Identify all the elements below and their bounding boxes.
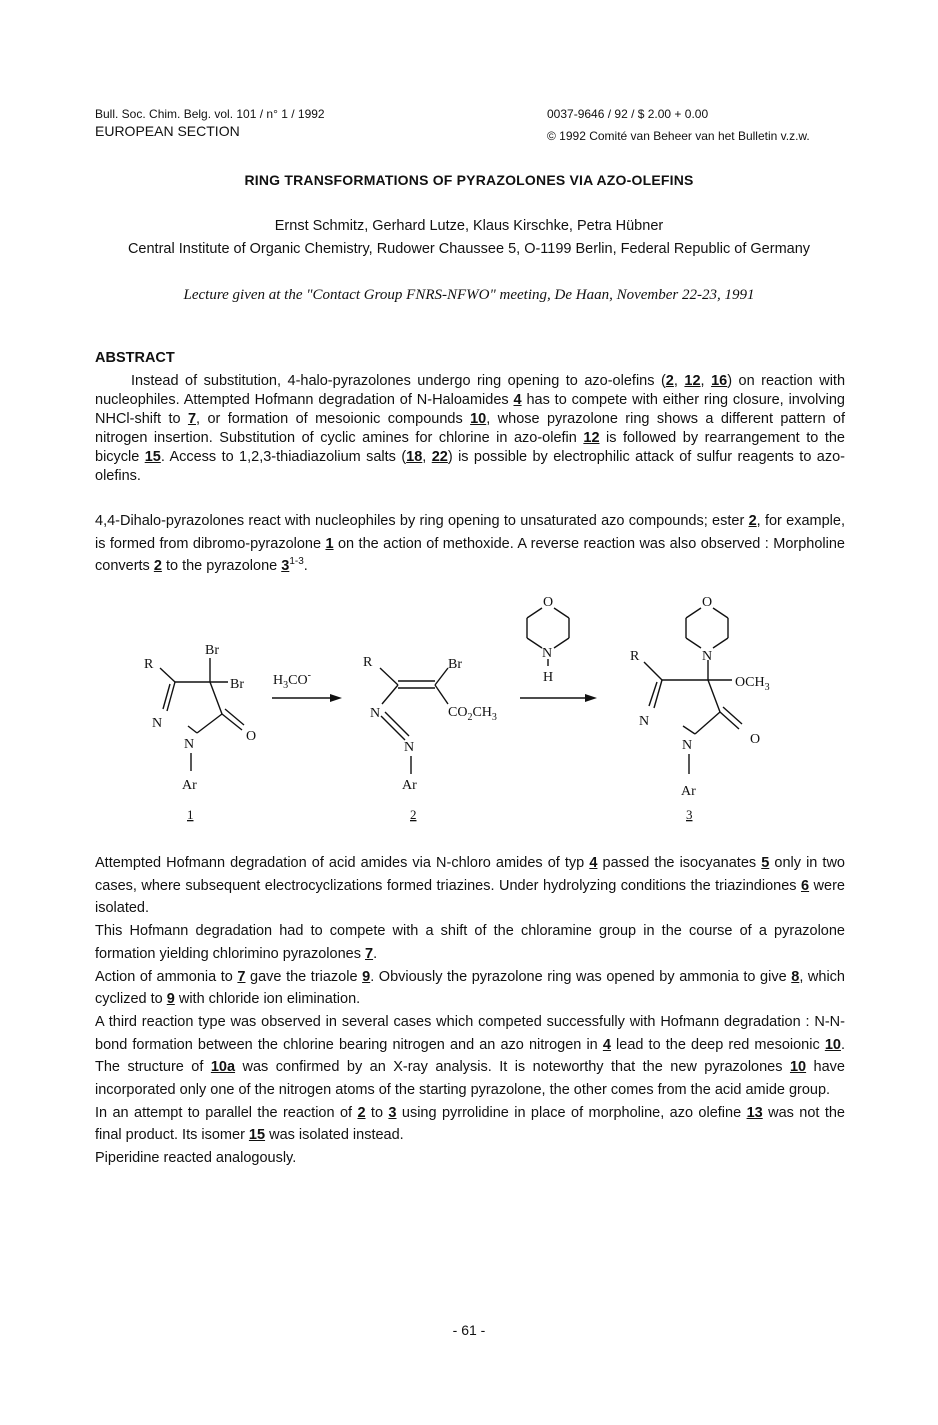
compound-ref: 15	[144, 449, 161, 465]
compound-ref: 7	[187, 411, 197, 427]
compound-ref: 9	[362, 968, 371, 985]
compound-number: 2	[410, 807, 417, 822]
text-run: were isolated.	[95, 877, 845, 917]
atom-label: O	[750, 732, 761, 747]
atom-label: N	[370, 706, 381, 721]
text-run: was isolated instead.	[265, 1127, 404, 1144]
atom-label: H	[543, 670, 554, 685]
compound-ref: 13	[746, 1104, 763, 1121]
compound-ref: 6	[801, 877, 810, 894]
atom-label: N	[702, 649, 713, 664]
compound-ref: 4	[589, 855, 598, 871]
paragraph	[95, 966, 845, 1011]
text-run: on the action of methoxide. A reverse reaction was also observed : Morpholine converts	[95, 535, 845, 574]
paragraph	[95, 1147, 845, 1170]
compound-ref: 2	[153, 558, 162, 574]
affiliation: Central Institute of Organic Chemistry, Rudower Chaussee 5, O-1199 Berlin, Federal Republic of Germany	[127, 241, 811, 257]
text-run: is followed by rearrangement to the bicycle	[95, 430, 845, 465]
reaction-scheme	[130, 588, 810, 833]
compound-ref: 10	[470, 411, 487, 427]
text-run: has to compete with either ring closure, involving NHCl-shift to	[95, 392, 845, 427]
abstract-heading: ABSTRACT	[95, 350, 175, 366]
atom-label: N	[152, 716, 163, 731]
compound-number: 1	[187, 807, 194, 822]
paragraph	[95, 1011, 845, 1102]
atom-label: N	[184, 737, 195, 752]
atom-label: O	[543, 595, 554, 610]
text-run: .	[373, 945, 378, 962]
discussion-section	[95, 852, 845, 1170]
text-run: 4,4-Dihalo-pyrazolones react with nucleophiles by ring opening to unsaturated azo compounds; ester	[95, 513, 749, 529]
text-run: ) on reaction with nucleophiles. Attempted Hofmann degradation of N-Haloamides	[95, 373, 846, 408]
text-run: gave the triazole	[245, 968, 363, 985]
text-run: to the pyrazolone	[161, 558, 282, 574]
compound-ref: 4	[602, 1036, 611, 1053]
text-run: Instead of substitution, 4-halo-pyrazolones undergo ring opening to azo-olefins (	[131, 373, 666, 389]
text-run: . The structure of	[95, 1036, 845, 1076]
compound-ref: 9	[166, 991, 175, 1008]
compound-ref: 3	[281, 558, 290, 574]
compound-ref: 7	[365, 945, 374, 962]
compound-ref: 2	[665, 373, 674, 389]
compound-ref: 10	[824, 1036, 841, 1053]
atom-label: O	[246, 729, 257, 744]
text-run: was confirmed by an X-ray analysis. It is noteworthy that the new pyrazolones	[235, 1059, 790, 1076]
compound-ref: 12	[583, 430, 600, 446]
text-run: have incorporated only one of the nitrogen atoms of the starting pyrazolone, the other comes from the acid amide group.	[95, 1059, 845, 1099]
text-run: . Access to 1,2,3-thiadiazolium salts (	[160, 449, 407, 465]
methoxy-label: $OCH_3$	[735, 675, 770, 693]
journal-section: EUROPEAN SECTION	[95, 123, 240, 139]
compound-ref: 10	[789, 1059, 807, 1076]
author-list: Ernst Schmitz, Gerhard Lutze, Klaus Kirschke, Petra Hübner	[274, 218, 664, 234]
compound-ref: 12	[684, 373, 701, 389]
text-run: lead to the deep red mesoionic	[610, 1036, 825, 1053]
atom-label: Ar	[402, 778, 417, 793]
abstract-body	[95, 372, 845, 486]
scheme-bonds	[160, 608, 742, 774]
issn-code: 0037-9646 / 92 / $ 2.00 + 0.00	[547, 107, 709, 121]
atom-label: Ar	[182, 778, 197, 793]
atom-label: N	[682, 738, 693, 753]
text-run: passed the isocyanates	[597, 855, 762, 871]
atom-label: R	[630, 649, 640, 664]
text-run: In an attempt to parallel the reaction of	[95, 1104, 358, 1121]
text-run: ,	[422, 449, 432, 465]
atom-label: R	[144, 657, 154, 672]
compound-ref: 3	[388, 1104, 397, 1121]
text-run: ,	[700, 373, 712, 389]
text-run: was not the final product. Its isomer	[95, 1104, 845, 1144]
journal-citation: Bull. Soc. Chim. Belg. vol. 101 / n° 1 / 1992	[95, 107, 325, 121]
atom-label: R	[363, 655, 373, 670]
compound-ref: 18	[406, 449, 423, 465]
text-run: ,	[673, 373, 685, 389]
compound-ref: 10a	[210, 1059, 236, 1076]
atom-label: Br	[230, 677, 244, 692]
compound-ref: 16	[711, 373, 728, 389]
paragraph	[95, 1102, 845, 1147]
compound-ref: 2	[748, 513, 757, 529]
text-run: , or formation of mesoionic compounds	[196, 411, 471, 427]
copyright-notice: © 1992 Comité van Beheer van het Bulletin v.z.w.	[547, 129, 810, 143]
paragraph	[95, 920, 845, 965]
text-run: with chloride ion elimination.	[174, 991, 361, 1008]
ester-label: $CO_2CH_3$	[448, 705, 497, 723]
text-run: only in two cases, where subsequent electrocyclizations formed triazines. Under hydrolyzing conditions the triazindiones	[95, 855, 845, 894]
lecture-note: Lecture given at the "Contact Group FNRS-NFWO" meeting, De Haan, November 22-23, 1991	[183, 287, 755, 303]
atom-label: N	[639, 714, 650, 729]
text-run: using pyrrolidine in place of morpholine, azo olefine	[396, 1104, 747, 1121]
text-run: , which cyclized to	[95, 968, 845, 1008]
compound-ref: 7	[237, 968, 246, 985]
atom-label: N	[542, 646, 553, 661]
compound-ref: 1	[325, 535, 334, 552]
compound-ref: 22	[431, 449, 448, 465]
atom-label: Ar	[681, 784, 696, 799]
atom-label: N	[404, 740, 415, 755]
intro-paragraph	[95, 510, 845, 578]
text-run: This Hofmann degradation had to compete with a shift of the chloramine group in the course of a pyrazolone formation yielding chlorimino pyrazolones	[95, 923, 845, 962]
text-run: Action of ammonia to	[95, 968, 238, 985]
reference-superscript: 1-3	[289, 556, 304, 568]
text-run: Piperidine reacted analogously.	[95, 1150, 297, 1167]
compound-ref: 15	[248, 1127, 266, 1144]
compound-ref: 5	[761, 855, 770, 871]
atom-label: O	[702, 595, 713, 610]
text-run: ) is possible by electrophilic attack of sulfur reagents to azo-olefins.	[95, 449, 845, 484]
compound-ref: 4	[513, 392, 522, 408]
paragraph	[95, 852, 845, 920]
page-number: - 61 -	[452, 1322, 486, 1338]
compound-ref: 2	[357, 1104, 366, 1121]
compound-number: 3	[686, 807, 693, 822]
text-run: Attempted Hofmann degradation of acid amides via N-chloro amides of typ	[95, 855, 590, 871]
text-run: A third reaction type was observed in several cases which competed successfully with Hofmann degradation : N-N-bond formation between the chlorine bearing nitrogen and an azo nitrogen in	[95, 1013, 845, 1053]
text-run: .	[303, 558, 308, 574]
atom-label: Br	[448, 657, 462, 672]
text-run: to	[365, 1104, 389, 1121]
atom-label: Br	[205, 643, 219, 658]
paper-title: RING TRANSFORMATIONS OF PYRAZOLONES VIA AZO-OLEFINS	[244, 172, 694, 188]
text-run: , for example, is formed from dibromo-pyrazolone	[95, 513, 845, 552]
compound-ref: 8	[791, 968, 800, 985]
text-run: , whose pyrazolone ring shows a different pattern of nitrogen insertion. Substitution of cyclic amines for chlorine in azo-olefin	[95, 411, 845, 446]
text-run: . Obviously the pyrazolone ring was opened by ammonia to give	[370, 968, 792, 985]
reagent-label: $H_3CO^-$	[273, 670, 311, 691]
